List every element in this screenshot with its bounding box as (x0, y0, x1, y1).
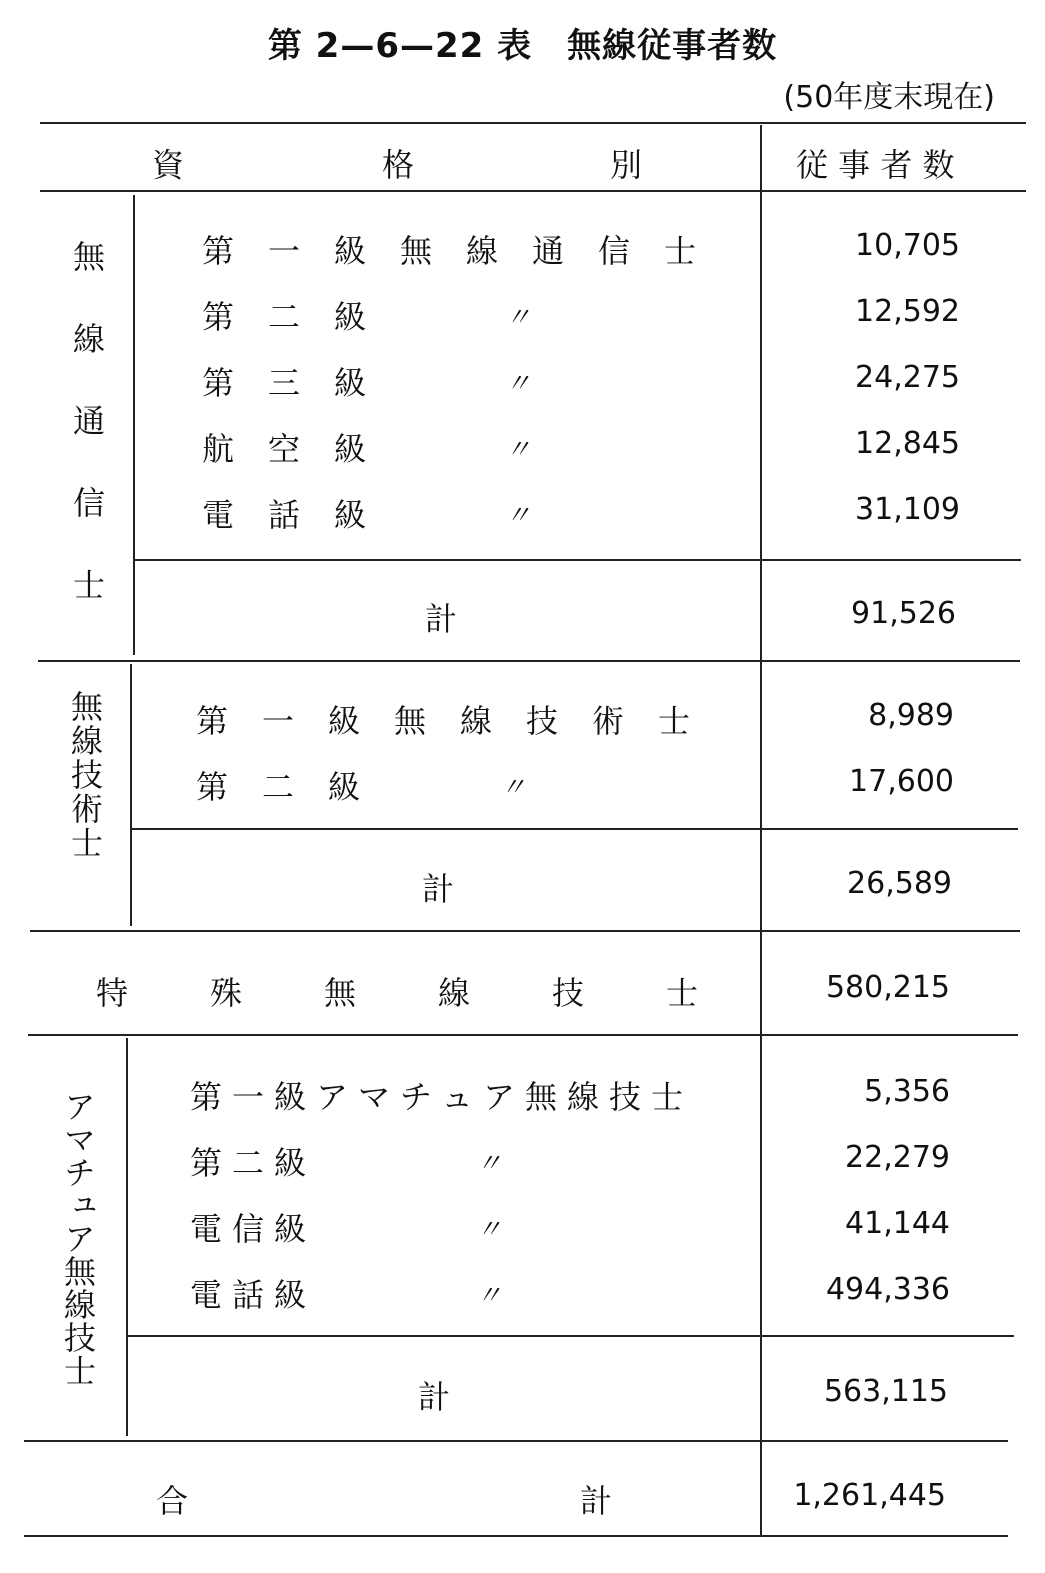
grand-total-value: 1,261,445 (793, 1478, 946, 1513)
row-value: 22,279 (845, 1140, 950, 1175)
rule-amateur-end (24, 1440, 1008, 1442)
subtotal-label: 計 (418, 1378, 451, 1416)
row-value: 5,356 (864, 1074, 950, 1109)
rule-engineers-subtotal (132, 828, 1018, 830)
ditto-mark: 〃 (505, 369, 532, 399)
row-label: 第二級 (190, 1144, 317, 1182)
row-label: 電話級 (190, 1276, 317, 1314)
row-value: 8,989 (868, 698, 954, 733)
rule-header-bottom (40, 190, 1026, 192)
row-value: 10,705 (855, 228, 960, 263)
rule-bottom (24, 1535, 1008, 1537)
rule-special-end (28, 1034, 1018, 1036)
column-divider (760, 125, 762, 1535)
rule-amateur-subtotal (128, 1335, 1014, 1337)
grand-total-label-right: 計 (580, 1482, 613, 1520)
ditto-mark: 〃 (505, 303, 532, 333)
ditto-mark: 〃 (505, 501, 532, 531)
group-label-amateur: アマチュア無線技士 (59, 1090, 97, 1387)
as-of-note: (50年度末現在) (783, 80, 995, 115)
group-divider-amateur (126, 1038, 128, 1436)
rule-top (40, 122, 1026, 124)
ditto-mark: 〃 (500, 773, 527, 803)
group-label-radio-engineers: 無線技術士 (66, 690, 104, 860)
page-title: 第 2—6—22 表 無線従事者数 (267, 26, 778, 66)
row-label: 電信級 (190, 1210, 317, 1248)
row-label: 第一級アマチュア無線技士 (190, 1078, 694, 1116)
grand-total-label-left: 合 (156, 1482, 189, 1520)
row-label: 航空級 (202, 430, 401, 468)
row-label: 第一級無線技術士 (196, 702, 725, 740)
row-label: 第二級 (196, 768, 395, 806)
subtotal-value: 563,115 (823, 1374, 948, 1409)
row-label: 第三級 (202, 364, 401, 402)
row-label: 電話級 (202, 496, 401, 534)
rule-operators-subtotal (135, 559, 1021, 561)
group-divider-operators (133, 195, 135, 655)
ditto-mark: 〃 (476, 1149, 503, 1179)
row-value: 494,336 (825, 1272, 950, 1307)
subtotal-label: 計 (422, 870, 455, 908)
row-value: 17,600 (849, 764, 954, 799)
row-label: 第二級 (202, 298, 401, 336)
group-divider-engineers (130, 664, 132, 926)
row-value: 12,845 (855, 426, 960, 461)
special-label: 特殊無線技士 (96, 974, 781, 1012)
special-value: 580,215 (825, 970, 950, 1005)
header-qualification-1: 資 (152, 146, 185, 184)
ditto-mark: 〃 (476, 1215, 503, 1245)
rule-engineers-end (30, 930, 1020, 932)
row-value: 41,144 (845, 1206, 950, 1241)
row-value: 31,109 (855, 492, 960, 527)
ditto-mark: 〃 (476, 1281, 503, 1311)
subtotal-value: 91,526 (851, 596, 956, 631)
row-value: 24,275 (855, 360, 960, 395)
subtotal-value: 26,589 (847, 866, 952, 901)
rule-operators-end (38, 660, 1020, 662)
row-label: 第一級無線通信士 (202, 232, 731, 270)
group-label-radio-operators: 無線通信士 (68, 240, 106, 650)
ditto-mark: 〃 (505, 435, 532, 465)
header-qualification-2: 格 (382, 146, 415, 184)
header-count: 従 事 者 数 (796, 146, 955, 184)
row-value: 12,592 (855, 294, 960, 329)
subtotal-label: 計 (425, 600, 458, 638)
header-qualification-3: 別 (610, 146, 643, 184)
